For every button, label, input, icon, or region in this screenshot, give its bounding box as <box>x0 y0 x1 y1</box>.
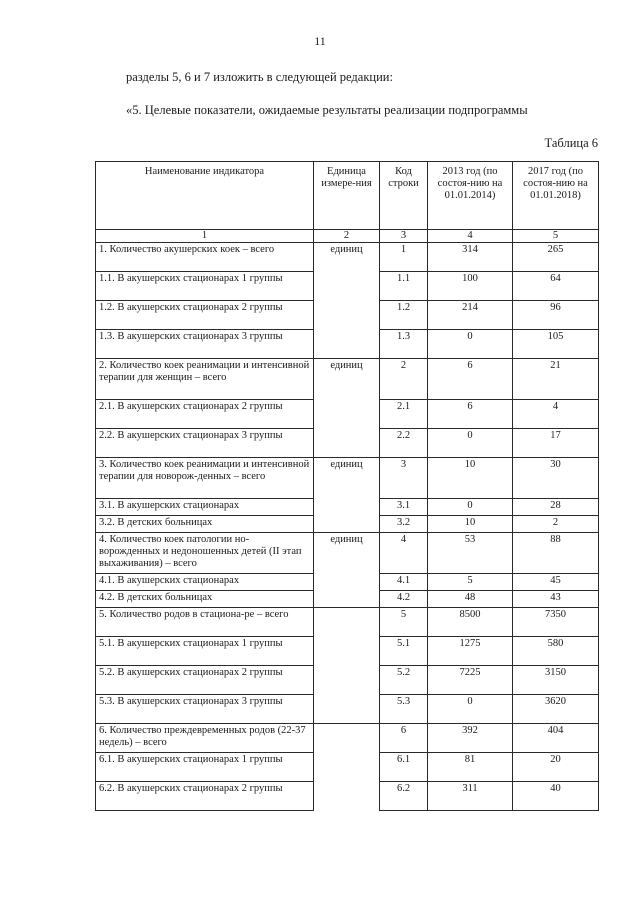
value-2013: 0 <box>428 499 513 516</box>
unit: единиц <box>314 243 380 272</box>
table-row <box>96 666 599 695</box>
value-2013: 0 <box>428 695 513 724</box>
unit <box>314 400 380 429</box>
header-unit: Единица измере-ния <box>314 162 380 230</box>
page-number: 11 <box>314 34 326 48</box>
value-2017: 404 <box>513 724 599 753</box>
value-2017: 265 <box>513 243 599 272</box>
row-code: 5 <box>380 608 428 637</box>
row-code: 2 <box>380 359 428 400</box>
value-2013: 392 <box>428 724 513 753</box>
indicator-name: 4. Количество коек патологии но-ворожденных и недоношенных детей (II этап выхаживания) – всего <box>96 533 314 574</box>
row-code: 5.3 <box>380 695 428 724</box>
unit <box>314 591 380 608</box>
unit <box>314 782 380 811</box>
table-row <box>96 400 599 429</box>
table-row <box>96 591 599 608</box>
indicator-name: 5. Количество родов в стациона-ре – всего <box>96 608 314 637</box>
table-row <box>96 359 599 400</box>
table-label: Таблица 6 <box>544 136 598 150</box>
value-2017: 43 <box>513 591 599 608</box>
indicator-name: 6.2. В акушерских стационарах 2 группы <box>96 782 314 811</box>
column-number-row <box>96 230 599 243</box>
indicator-name: 5.3. В акушерских стационарах 3 группы <box>96 695 314 724</box>
header-indicator-name: Наименование индикатора <box>96 162 314 230</box>
table-row <box>96 499 599 516</box>
column-number: 4 <box>428 230 513 243</box>
table-row <box>96 429 599 458</box>
value-2013: 6 <box>428 359 513 400</box>
value-2013: 5 <box>428 574 513 591</box>
value-2017: 21 <box>513 359 599 400</box>
indicator-name: 5.1. В акушерских стационарах 1 группы <box>96 637 314 666</box>
value-2013: 100 <box>428 272 513 301</box>
value-2017: 105 <box>513 330 599 359</box>
unit <box>314 666 380 695</box>
unit <box>314 637 380 666</box>
header-2017: 2017 год (по состоя-нию на 01.01.2018) <box>513 162 599 230</box>
header-row-code: Код строки <box>380 162 428 230</box>
table-row <box>96 301 599 330</box>
unit <box>314 724 380 753</box>
unit <box>314 301 380 330</box>
row-code: 1.2 <box>380 301 428 330</box>
row-code: 3.1 <box>380 499 428 516</box>
value-2013: 10 <box>428 516 513 533</box>
row-code: 5.2 <box>380 666 428 695</box>
indicator-name: 6. Количество преждевременных родов (22-37 недель) – всего <box>96 724 314 753</box>
indicator-name: 1.1. В акушерских стационарах 1 группы <box>96 272 314 301</box>
row-code: 6.2 <box>380 782 428 811</box>
value-2013: 6 <box>428 400 513 429</box>
indicator-name: 1.2. В акушерских стационарах 2 группы <box>96 301 314 330</box>
table-row <box>96 272 599 301</box>
table-row <box>96 533 599 574</box>
row-code: 3.2 <box>380 516 428 533</box>
indicator-name: 3. Количество коек реанимации и интенсивной терапии для новорож-денных – всего <box>96 458 314 499</box>
unit: единиц <box>314 359 380 400</box>
value-2017: 20 <box>513 753 599 782</box>
value-2013: 8500 <box>428 608 513 637</box>
value-2017: 40 <box>513 782 599 811</box>
value-2017: 580 <box>513 637 599 666</box>
row-code: 4.1 <box>380 574 428 591</box>
table-row <box>96 243 599 272</box>
value-2017: 45 <box>513 574 599 591</box>
value-2017: 88 <box>513 533 599 574</box>
indicator-name: 6.1. В акушерских стационарах 1 группы <box>96 753 314 782</box>
value-2017: 96 <box>513 301 599 330</box>
value-2017: 3620 <box>513 695 599 724</box>
table-row <box>96 330 599 359</box>
table-row <box>96 458 599 499</box>
unit <box>314 753 380 782</box>
section-heading: «5. Целевые показатели, ожидаемые результаты реализации подпрограммы <box>126 103 528 117</box>
indicators-table <box>95 161 599 811</box>
value-2013: 214 <box>428 301 513 330</box>
unit <box>314 499 380 516</box>
value-2013: 10 <box>428 458 513 499</box>
table-row <box>96 724 599 753</box>
header-2013: 2013 год (по состоя-нию на 01.01.2014) <box>428 162 513 230</box>
table-row <box>96 637 599 666</box>
row-code: 1.3 <box>380 330 428 359</box>
value-2013: 0 <box>428 330 513 359</box>
unit <box>314 330 380 359</box>
value-2017: 4 <box>513 400 599 429</box>
row-code: 1 <box>380 243 428 272</box>
unit <box>314 516 380 533</box>
indicator-name: 4.1. В акушерских стационарах <box>96 574 314 591</box>
value-2017: 2 <box>513 516 599 533</box>
value-2013: 81 <box>428 753 513 782</box>
row-code: 2.1 <box>380 400 428 429</box>
unit: единиц <box>314 458 380 499</box>
row-code: 5.1 <box>380 637 428 666</box>
indicator-name: 3.1. В акушерских стационарах <box>96 499 314 516</box>
row-code: 2.2 <box>380 429 428 458</box>
intro-text: разделы 5, 6 и 7 изложить в следующей редакции: <box>126 70 393 84</box>
row-code: 4 <box>380 533 428 574</box>
column-number: 2 <box>314 230 380 243</box>
table-row <box>96 574 599 591</box>
indicator-name: 4.2. В детских больницах <box>96 591 314 608</box>
column-number: 5 <box>513 230 599 243</box>
value-2017: 30 <box>513 458 599 499</box>
value-2013: 1275 <box>428 637 513 666</box>
row-code: 4.2 <box>380 591 428 608</box>
value-2013: 7225 <box>428 666 513 695</box>
row-code: 1.1 <box>380 272 428 301</box>
indicator-name: 1. Количество акушерских коек – всего <box>96 243 314 272</box>
value-2017: 3150 <box>513 666 599 695</box>
value-2017: 17 <box>513 429 599 458</box>
table-row <box>96 516 599 533</box>
row-code: 3 <box>380 458 428 499</box>
value-2013: 48 <box>428 591 513 608</box>
table-header-row <box>96 162 599 230</box>
value-2013: 0 <box>428 429 513 458</box>
unit: единиц <box>314 533 380 574</box>
column-number: 1 <box>96 230 314 243</box>
table-row <box>96 695 599 724</box>
unit <box>314 574 380 591</box>
indicator-name: 1.3. В акушерских стационарах 3 группы <box>96 330 314 359</box>
value-2017: 28 <box>513 499 599 516</box>
table-row <box>96 753 599 782</box>
row-code: 6 <box>380 724 428 753</box>
value-2013: 311 <box>428 782 513 811</box>
column-number: 3 <box>380 230 428 243</box>
table-row <box>96 782 599 811</box>
indicator-name: 2.1. В акушерских стационарах 2 группы <box>96 400 314 429</box>
unit <box>314 608 380 637</box>
unit <box>314 272 380 301</box>
unit <box>314 695 380 724</box>
indicator-name: 2.2. В акушерских стационарах 3 группы <box>96 429 314 458</box>
value-2017: 64 <box>513 272 599 301</box>
value-2017: 7350 <box>513 608 599 637</box>
table-row <box>96 608 599 637</box>
indicator-name: 2. Количество коек реанимации и интенсивной терапии для женщин – всего <box>96 359 314 400</box>
unit <box>314 429 380 458</box>
indicator-name: 5.2. В акушерских стационарах 2 группы <box>96 666 314 695</box>
row-code: 6.1 <box>380 753 428 782</box>
value-2013: 53 <box>428 533 513 574</box>
value-2013: 314 <box>428 243 513 272</box>
indicator-name: 3.2. В детских больницах <box>96 516 314 533</box>
